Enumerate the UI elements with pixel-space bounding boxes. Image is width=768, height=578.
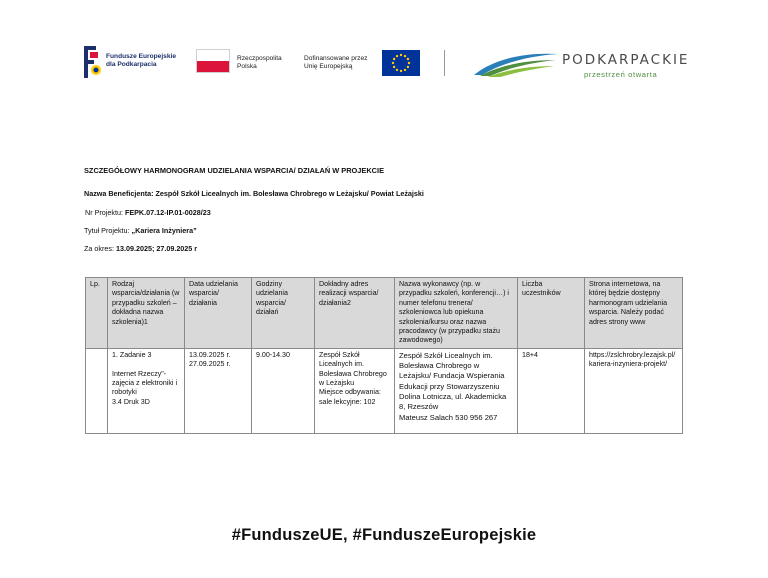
header-wykonawca: Nazwa wykonawcy (np. w przypadku szkoleń, konferencji…) i numer telefonu trenera/ szkoleniowca lub opiekuna szkolenia/kursu oraz nazwa pracodawcy (w przypadku stażu zawodowego) xyxy=(395,278,518,349)
header-lp: Lp. xyxy=(86,278,108,349)
ue-logo-line1: Dofinansowane przez xyxy=(304,55,368,62)
period-value: 13.09.2025; 27.09.2025 r xyxy=(115,244,198,253)
header-godziny: Godziny udzielania wsparcia/ działań xyxy=(252,278,315,349)
project-title-value: „Kariera Inżyniera” xyxy=(131,226,197,235)
cell-godziny: 9.00-14.30 xyxy=(252,348,315,433)
podkarpackie-swoosh-icon xyxy=(472,48,560,78)
cell-wykonawca: Zespół Szkół Licealnych im. Bolesława Chrobrego w Leżajsku/ Fundacja Wspierania Edukacji przy Stowarzyszeniu Dolina Lotnicza, ul. Akademicka 8, Rzeszów Mateusz Salach 530 956 267 xyxy=(395,348,518,433)
cell-liczba: 18+4 xyxy=(518,348,585,433)
table-header-row xyxy=(86,278,683,349)
fe-logo-icon xyxy=(84,46,102,78)
podkarpackie-tagline: przestrzeń otwarta xyxy=(584,70,658,79)
project-number-line xyxy=(85,208,211,217)
fe-logo-line2: dla Podkarpacia xyxy=(106,61,157,68)
eu-flag-icon xyxy=(382,50,420,76)
cell-data: 13.09.2025 r. 27.09.2025 r. xyxy=(185,348,252,433)
table-row xyxy=(86,348,683,433)
header-strona: Strona internetowa, na której będzie dostępny harmonogram udzielania wsparcia. Należy podać adres strony www xyxy=(585,278,683,349)
rp-logo-line2: Polska xyxy=(237,63,257,70)
beneficjent-line: Nazwa Beneficjenta: Zespół Szkół Licealnych im. Bolesława Chrobrego w Leżajsku/ Powiat Leżajski xyxy=(84,189,424,198)
ue-logo-line2: Unię Europejską xyxy=(304,63,353,70)
logo-divider xyxy=(444,50,445,76)
eu-cofinancing-logo xyxy=(304,44,422,80)
cell-adres: Zespół Szkół Licealnych im. Bolesława Chrobrego w Leżajsku Miejsce odbywania: sale lekcyjne: 102 xyxy=(315,348,395,433)
cell-lp xyxy=(86,348,108,433)
logo-strip xyxy=(84,44,690,84)
period-label: Za okres: xyxy=(84,244,116,253)
polish-flag-icon xyxy=(196,49,230,73)
cell-strona: https://zslchrobry.lezajsk.pl/kariera-inzyniera-projekt/ xyxy=(585,348,683,433)
project-number-label: Nr Projektu: xyxy=(85,208,125,217)
project-title-label: Tytuł Projektu: xyxy=(84,226,132,235)
header-liczba: Liczba uczestników xyxy=(518,278,585,349)
header-data: Data udzielania wsparcia/ działania xyxy=(185,278,252,349)
document-title: SZCZEGÓŁOWY HARMONOGRAM UDZIELANIA WSPARCIA/ DZIAŁAŃ W PROJEKCIE xyxy=(84,166,384,175)
cell-rodzaj: 1. Zadanie 3 Internet Rzeczy"- zajęcia z elektroniki i robotyki 3.4 Druk 3D xyxy=(108,348,185,433)
schedule-table xyxy=(85,277,683,434)
header-rodzaj: Rodzaj wsparcia/działania (w przypadku szkoleń – dokładna nazwa szkolenia)1 xyxy=(108,278,185,349)
rp-logo-line1: Rzeczpospolita xyxy=(237,55,282,62)
header-adres: Dokładny adres realizacji wsparcia/ działania2 xyxy=(315,278,395,349)
podkarpackie-name: PODKARPACKIE xyxy=(562,52,690,68)
project-number-value: FEPK.07.12-IP.01-0028/23 xyxy=(124,208,211,217)
project-title-line xyxy=(84,226,197,235)
period-line xyxy=(84,244,197,253)
fe-logo-line1: Fundusze Europejskie xyxy=(106,53,176,60)
footer-hashtags: #FunduszeUE, #FunduszeEuropejskie xyxy=(231,526,537,544)
podkarpackie-logo xyxy=(472,44,690,80)
rzeczpospolita-polska-logo xyxy=(196,44,294,80)
fundusze-europejskie-logo xyxy=(84,44,188,80)
